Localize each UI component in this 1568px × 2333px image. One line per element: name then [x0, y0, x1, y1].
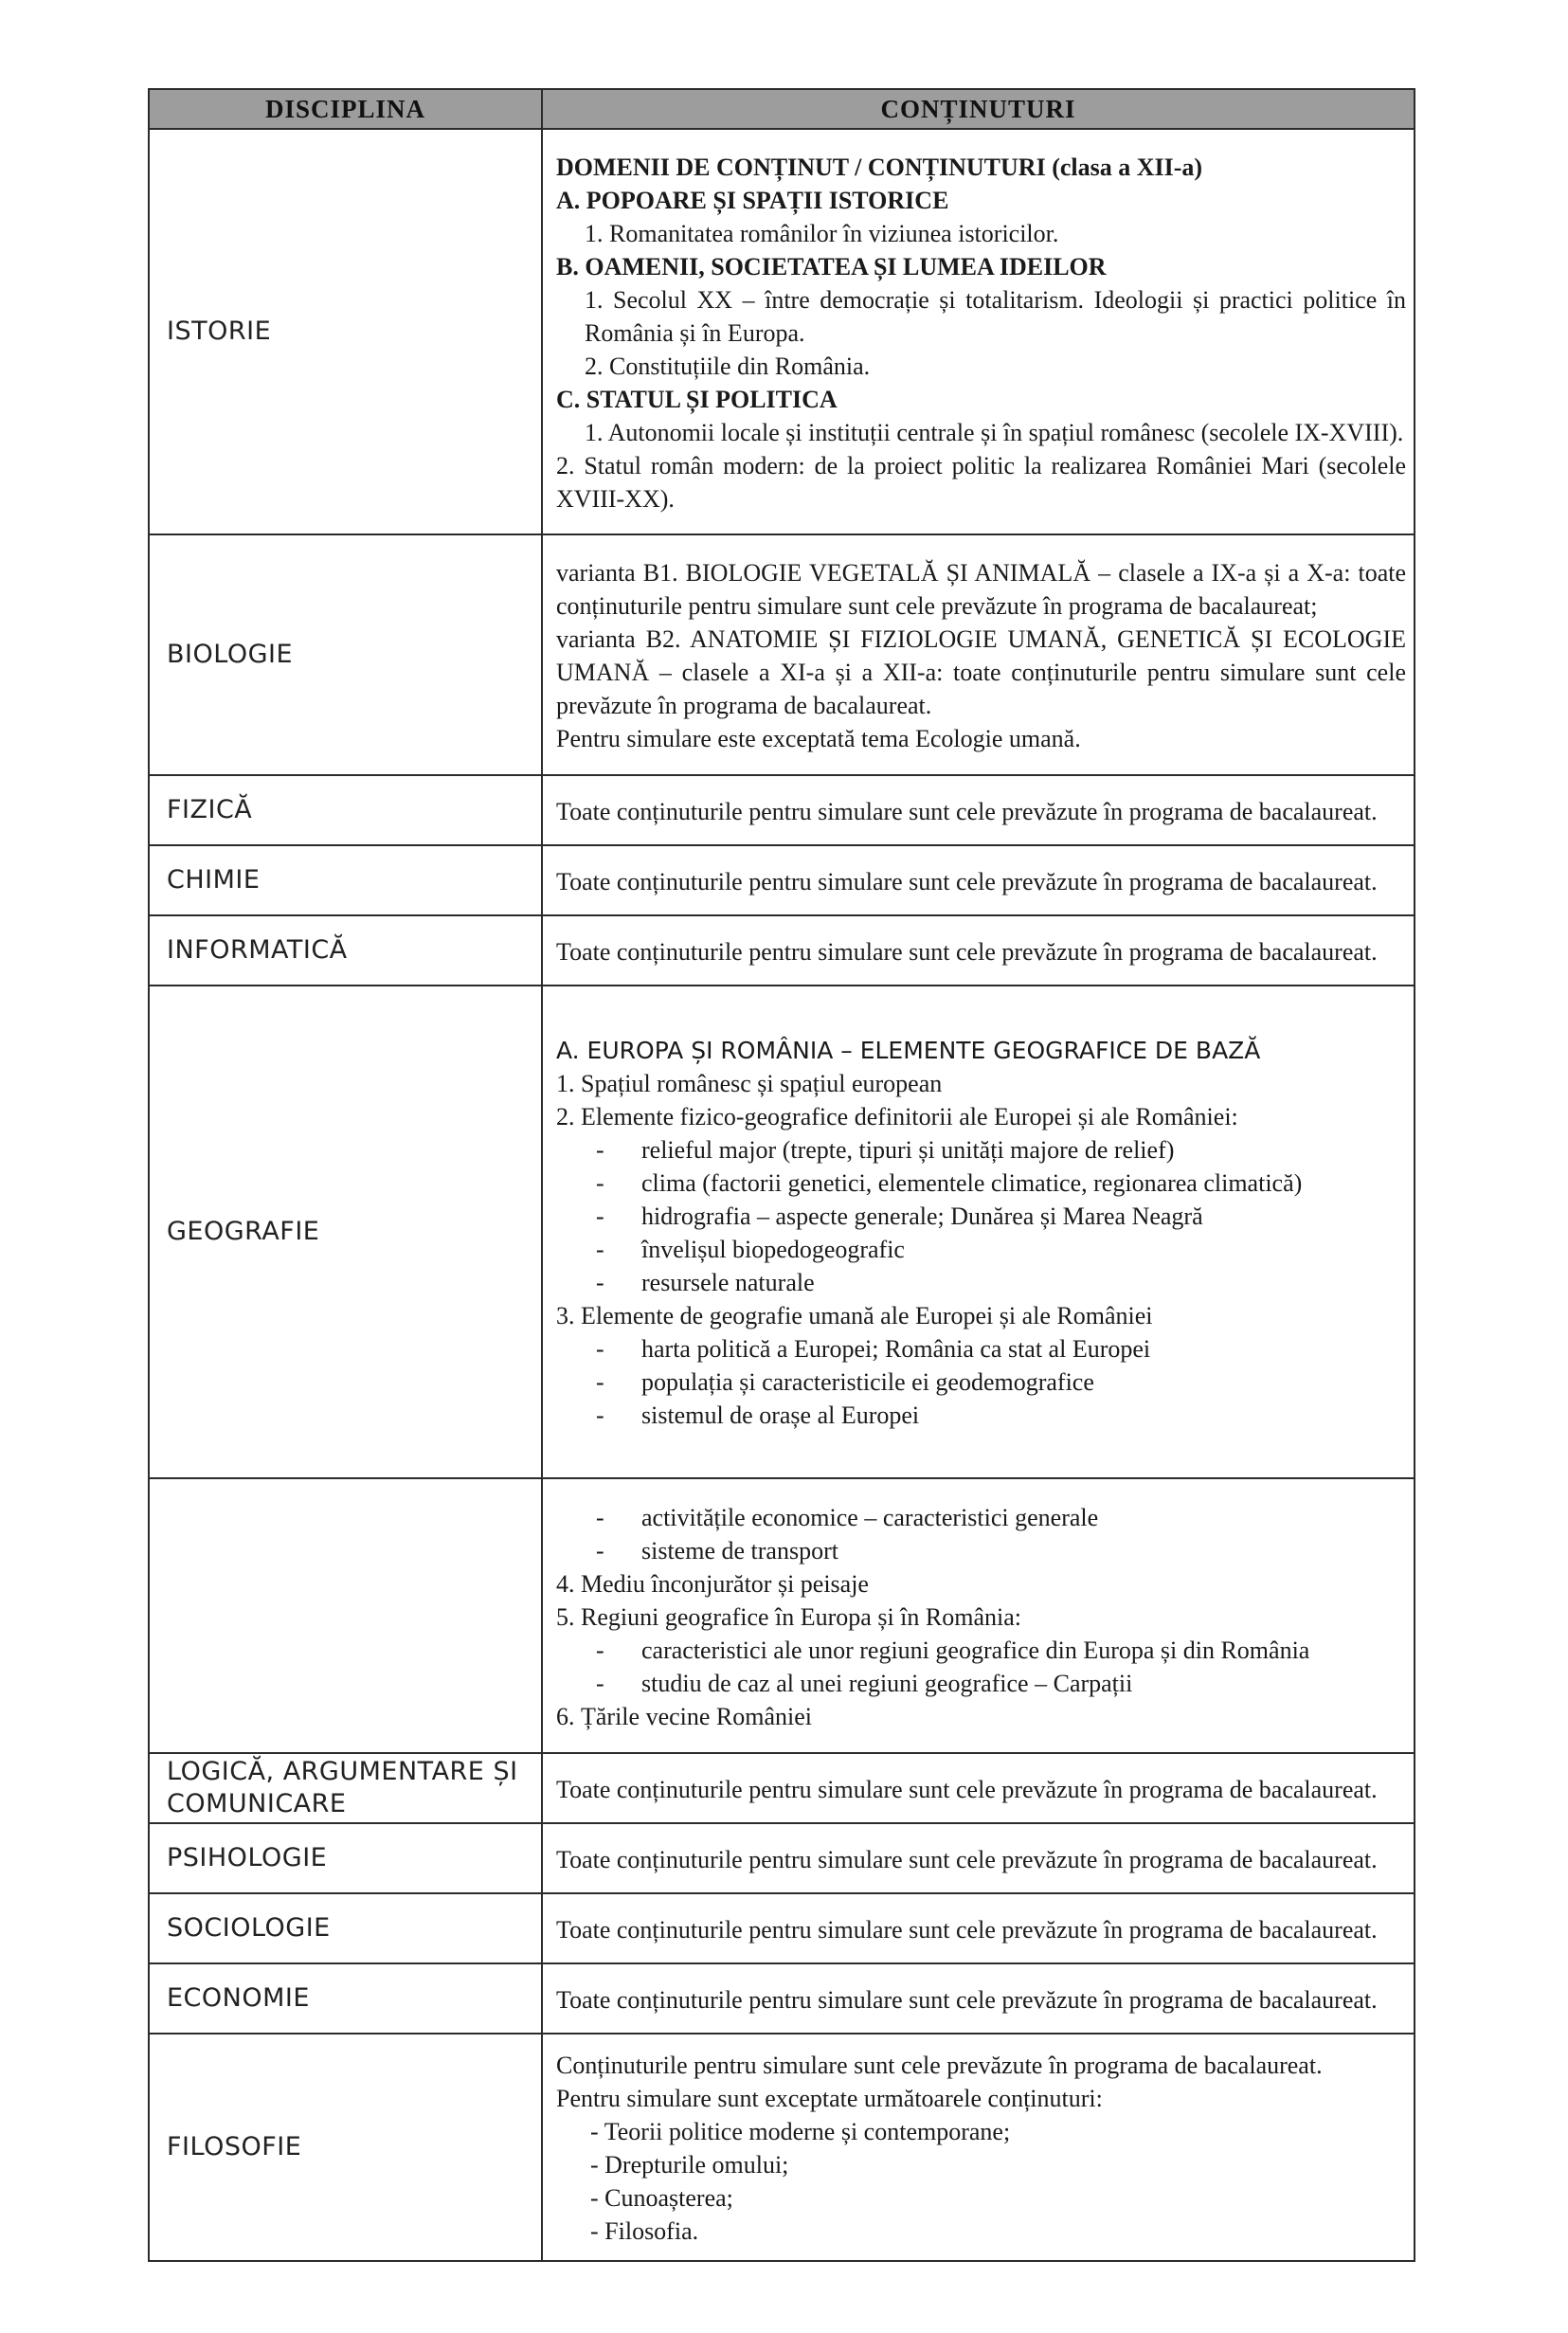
list-item: - sistemul de orașe al Europei [596, 1402, 920, 1429]
discipline-fizica: FIZICĂ [149, 775, 542, 845]
istorie-b-item-1: 1. Secolul XX – între democrație și totalitarism. Ideologii și practici politice în România și în Europa. [585, 285, 1406, 347]
content-fizica: Toate conținuturile pentru simulare sunt cele prevăzute în programa de bacalaureat. [542, 775, 1415, 845]
biologie-variant-b2: varianta B2. ANATOMIE ȘI FIZIOLOGIE UMANĂ, GENETICĂ ȘI ECOLOGIE UMANĂ – clasele a XI-a și a XII-a: toate conținuturile pentru simulare sunt cele prevăzute în programa de bacalaureat. [556, 625, 1406, 719]
list-item: - populația și caracteristicile ei geodemografice [596, 1368, 1094, 1396]
geografie-item-2: 2. Elemente fizico-geografice definitorii ale Europei și ale României: [556, 1103, 1238, 1130]
list-item: - Cunoașterea; [590, 2184, 733, 2212]
content-geografie [542, 986, 1415, 1478]
curriculum-table-page [148, 88, 1414, 2262]
table-row [149, 1963, 1415, 2034]
discipline-logica: LOGICĂ, ARGUMENTARE ȘI COMUNICARE [149, 1753, 542, 1823]
list-item: - sisteme de transport [596, 1536, 838, 1564]
discipline-istorie: ISTORIE [149, 129, 542, 534]
table-row [149, 915, 1415, 986]
content-geografie-continued [542, 1478, 1415, 1753]
discipline-filosofie: FILOSOFIE [149, 2034, 542, 2261]
geografie-item-1: 1. Spațiul românesc și spațiul european [556, 1070, 943, 1097]
table-row [149, 845, 1415, 915]
header-content: CONȚINUTURI [542, 89, 1415, 129]
istorie-c-item-1: 1. Autonomii locale și instituții centrale și în spațiul românesc (secolele IX-XVIII). [585, 418, 1404, 446]
list-item: - harta politică a Europei; România ca stat al Europei [596, 1335, 1151, 1363]
content-filosofie [542, 2034, 1415, 2261]
list-item: - hidrografia – aspecte generale; Dunărea și Marea Neagră [596, 1203, 1203, 1230]
filosofie-para-1: Conținuturile pentru simulare sunt cele prevăzute în programa de bacalaureat. [556, 2052, 1323, 2079]
filosofie-para-2: Pentru simulare sunt exceptate următoarele conținuturi: [556, 2085, 1103, 2112]
discipline-economie: ECONOMIE [149, 1963, 542, 2034]
list-item: - resursele naturale [596, 1269, 815, 1296]
content-chimie: Toate conținuturile pentru simulare sunt cele prevăzute în programa de bacalaureat. [542, 845, 1415, 915]
geografie-item-4: 4. Mediu înconjurător și peisaje [556, 1569, 869, 1598]
discipline-informatica: INFORMATICĂ [149, 915, 542, 986]
geografie-item-6: 6. Țările vecine României [556, 1702, 813, 1730]
table-row [149, 1823, 1415, 1893]
discipline-biologie: BIOLOGIE [149, 534, 542, 775]
content-sociologie: Toate conținuturile pentru simulare sunt cele prevăzute în programa de bacalaureat. [542, 1893, 1415, 1963]
list-item: - activitățile economice – caracteristici generale [596, 1503, 1099, 1531]
list-item: - Filosofia. [590, 2217, 699, 2245]
table-row [149, 2034, 1415, 2261]
istorie-section-c: C. STATUL ȘI POLITICA [556, 385, 838, 413]
discipline-sociologie: SOCIOLOGIE [149, 1893, 542, 1963]
content-economie: Toate conținuturile pentru simulare sunt cele prevăzute în programa de bacalaureat. [542, 1963, 1415, 2034]
geografie-item-5: 5. Regiuni geografice în Europa și în România: [556, 1602, 1021, 1631]
istorie-heading: DOMENII DE CONȚINUT / CONȚINUTURI (clasa a XII-a) [556, 153, 1203, 181]
istorie-a-item: 1. Romanitatea românilor în viziunea istoricilor. [585, 219, 1059, 247]
discipline-psihologie: PSIHOLOGIE [149, 1823, 542, 1893]
content-biologie [542, 534, 1415, 775]
content-informatica: Toate conținuturile pentru simulare sunt cele prevăzute în programa de bacalaureat. [542, 915, 1415, 986]
table-row [149, 1753, 1415, 1823]
curriculum-table [148, 88, 1415, 2262]
list-item: - caracteristici ale unor regiuni geografice din Europa și din România [596, 1636, 1310, 1664]
content-psihologie: Toate conținuturile pentru simulare sunt cele prevăzute în programa de bacalaureat. [542, 1823, 1415, 1893]
table-header-row [149, 89, 1415, 129]
table-row [149, 534, 1415, 775]
discipline-geografie: GEOGRAFIE [149, 986, 542, 1478]
list-item: - clima (factorii genetici, elementele climatice, regionarea climatică) [596, 1169, 1303, 1197]
table-row [149, 775, 1415, 845]
list-item: - Drepturile omului; [590, 2151, 789, 2179]
header-discipline: DISCIPLINA [149, 89, 542, 129]
content-istorie [542, 129, 1415, 534]
table-row [149, 1478, 1415, 1753]
istorie-section-a: A. POPOARE ȘI SPAȚII ISTORICE [556, 186, 949, 214]
istorie-c-item-2: 2. Statul român modern: de la proiect politic la realizarea României Mari (secolele XVIII-XX). [556, 451, 1406, 513]
biologie-variant-b1: varianta B1. BIOLOGIE VEGETALĂ ȘI ANIMALĂ – clasele a IX-a și a X-a: toate conținuturile pentru simulare sunt cele prevăzute în programa de bacalaureat; [556, 559, 1406, 620]
table-row [149, 986, 1415, 1478]
table-row [149, 1893, 1415, 1963]
list-item: - învelișul biopedogeografic [596, 1236, 905, 1263]
discipline-chimie: CHIMIE [149, 845, 542, 915]
geografie-section-a: A. EUROPA ȘI ROMÂNIA – ELEMENTE GEOGRAFICE DE BAZĂ [556, 1037, 1261, 1064]
content-logica: Toate conținuturile pentru simulare sunt cele prevăzute în programa de bacalaureat. [542, 1753, 1415, 1823]
istorie-b-item-2: 2. Constituțiile din România. [585, 352, 871, 380]
list-item: - relieful major (trepte, tipuri și unități majore de relief) [596, 1136, 1175, 1164]
istorie-section-b: B. OAMENII, SOCIETATEA ȘI LUMEA IDEILOR [556, 252, 1107, 280]
table-row [149, 129, 1415, 534]
discipline-geografie-continued [149, 1478, 542, 1753]
list-item: - Teorii politice moderne și contemporane; [590, 2118, 1011, 2145]
list-item: - studiu de caz al unei regiuni geografice – Carpații [596, 1669, 1133, 1697]
geografie-item-3: 3. Elemente de geografie umană ale Europei și ale României [556, 1302, 1153, 1329]
biologie-exception: Pentru simulare este exceptată tema Ecologie umană. [556, 725, 1081, 752]
